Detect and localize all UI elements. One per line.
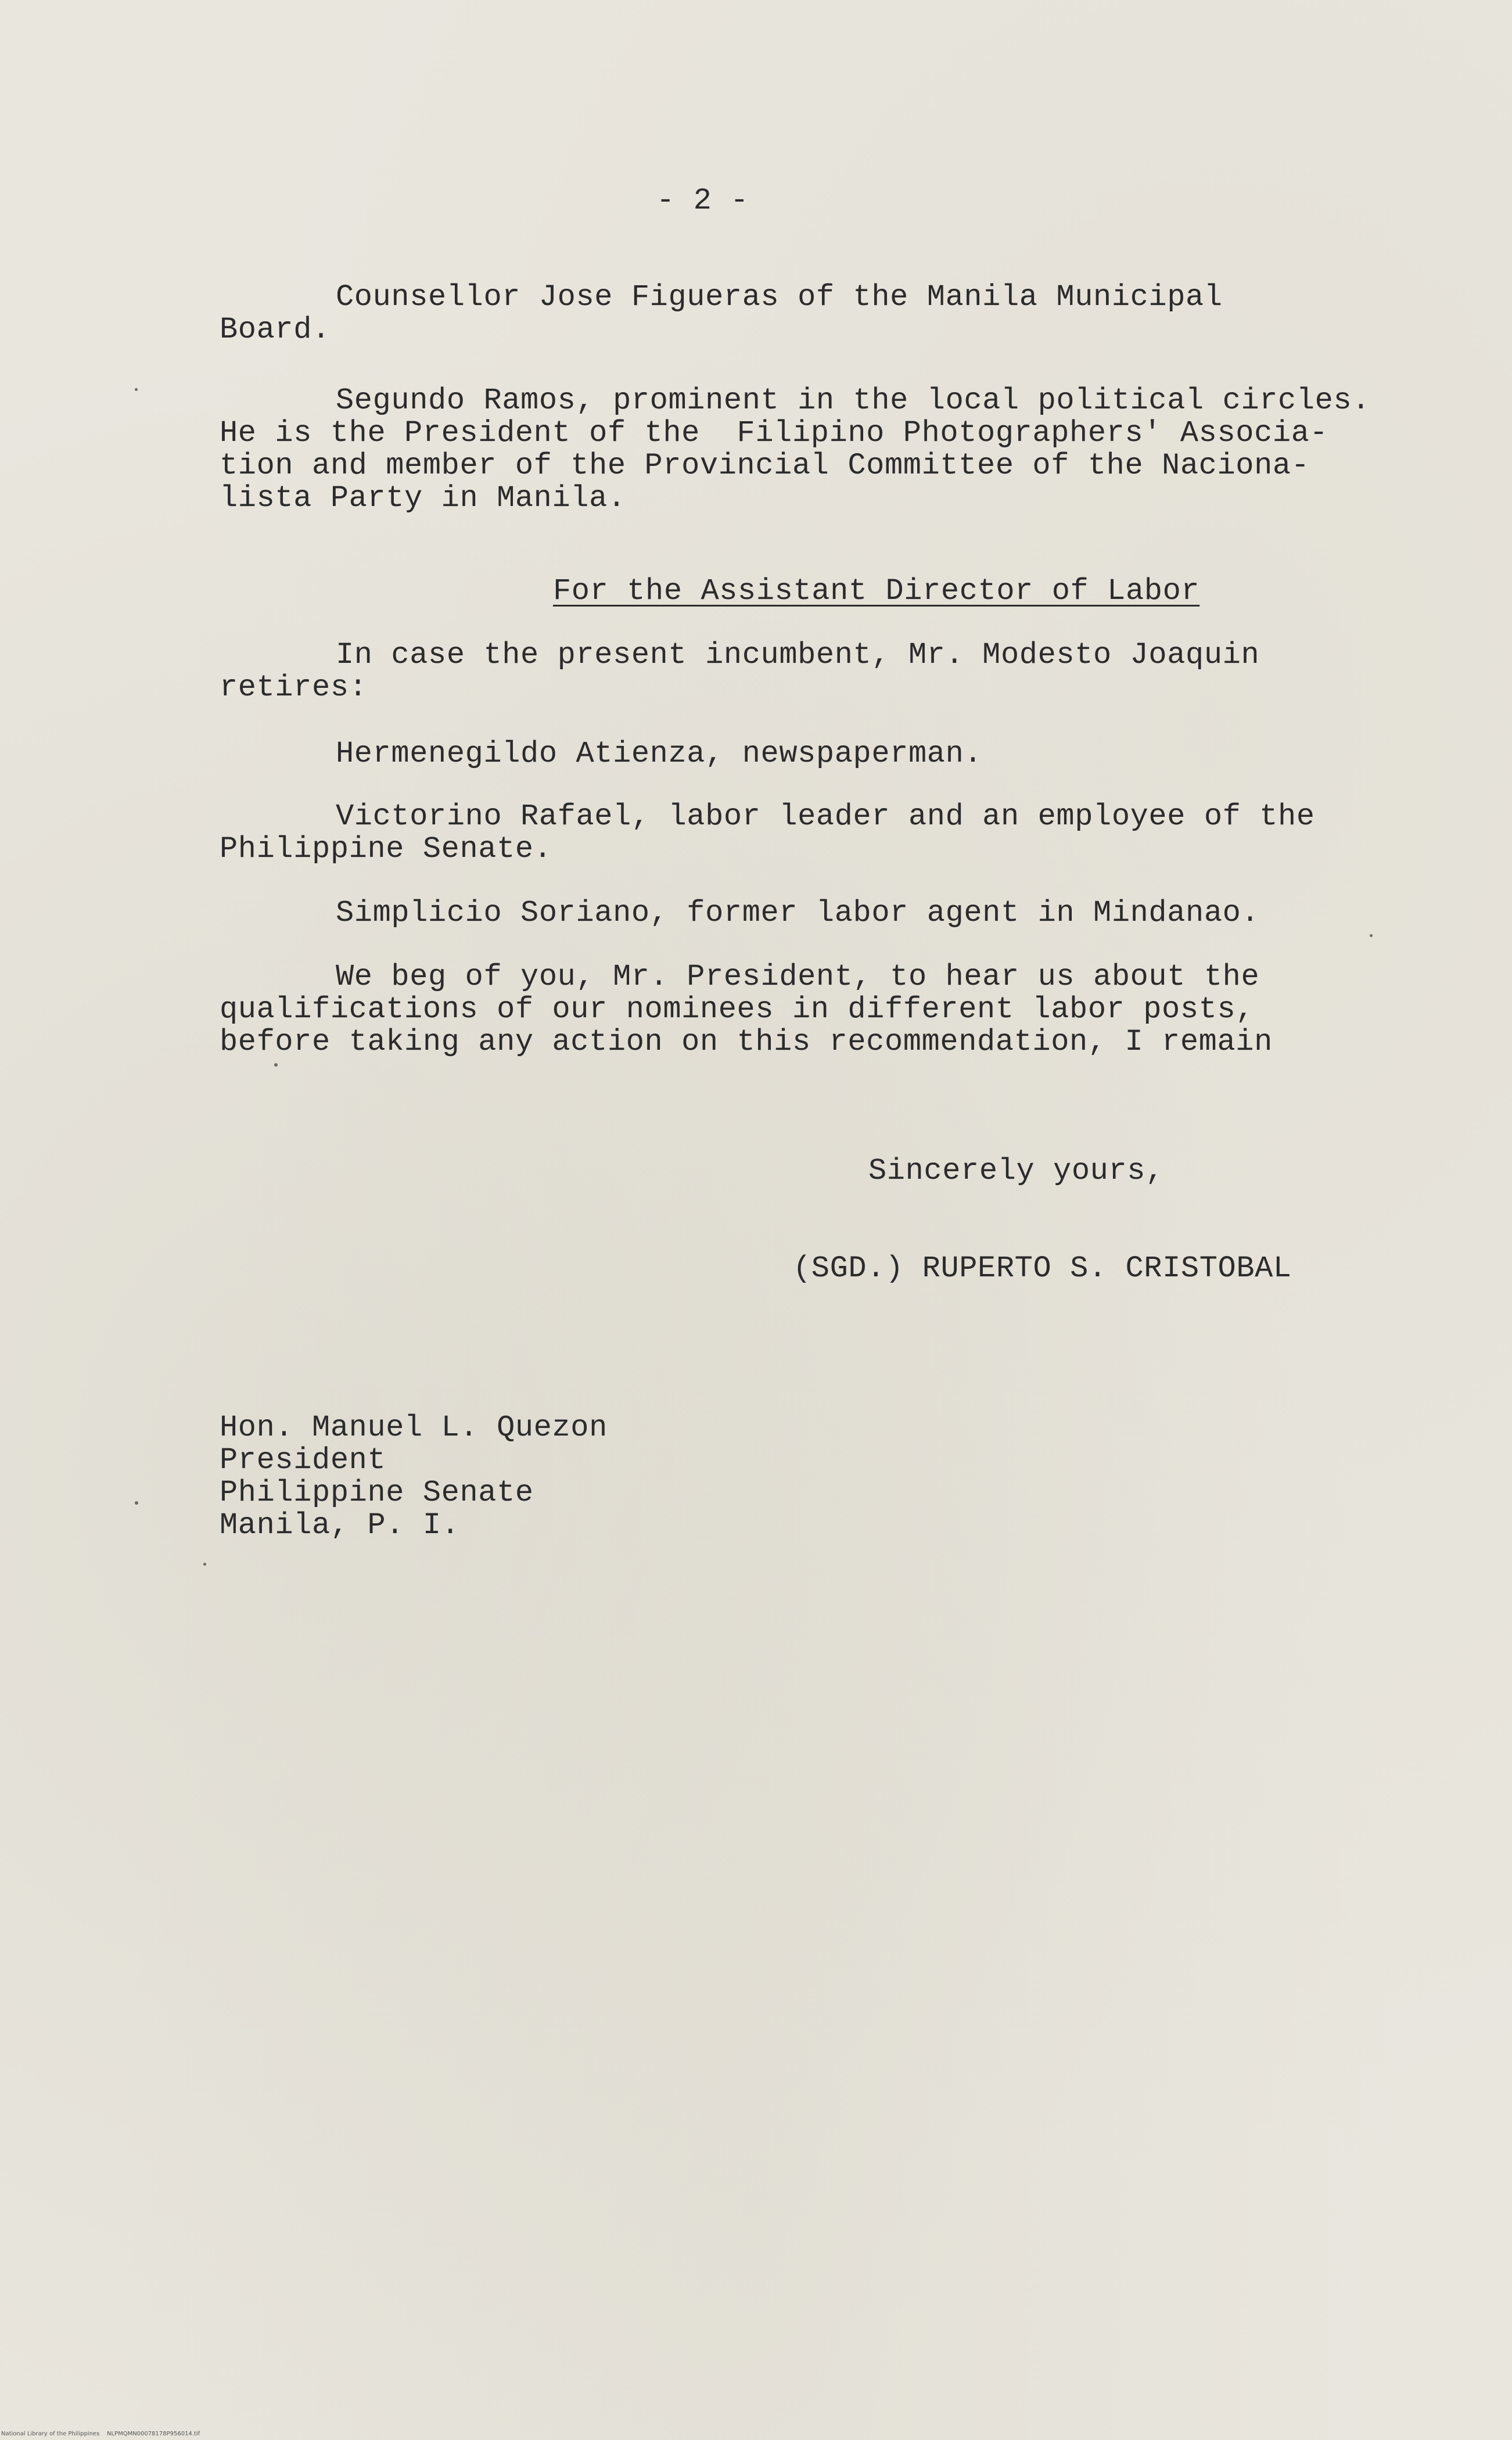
paper-speck <box>1370 934 1373 937</box>
paragraph-ramos-line-1: Segundo Ramos, prominent in the local political circles. <box>336 383 1371 418</box>
paper-speck <box>203 1563 206 1566</box>
nominee-rafael-line-1: Victorino Rafael, labor leader and an employee of the <box>336 799 1315 834</box>
section-heading: For the Assistant Director of Labor <box>553 574 1200 608</box>
signature-line: (SGD.) RUPERTO S. CRISTOBAL <box>793 1251 1292 1286</box>
paragraph-request-line-3: before taking any action on this recommendation, I remain <box>220 1025 1273 1059</box>
addressee-name: Hon. Manuel L. Quezon <box>220 1411 608 1445</box>
archive-footer: National Library of the Philippines NLPMQMN00078178P956014.tif <box>1 2431 200 2437</box>
paragraph-incumbent-line-2: retires: <box>220 670 368 705</box>
paper-speck <box>135 388 138 391</box>
nominee-atienza: Hermenegildo Atienza, newspaperman. <box>336 737 983 771</box>
paragraph-counsellor-line-2: Board. <box>220 313 331 347</box>
paragraph-ramos-line-3: tion and member of the Provincial Committee of the Naciona- <box>220 448 1310 483</box>
addressee-location: Manila, P. I. <box>220 1508 460 1542</box>
paragraph-request-line-2: qualifications of our nominees in different labor posts, <box>220 992 1255 1027</box>
paragraph-incumbent-line-1: In case the present incumbent, Mr. Modesto Joaquin <box>336 638 1260 672</box>
addressee-title: President <box>220 1443 386 1477</box>
closing-salutation: Sincerely yours, <box>868 1154 1164 1188</box>
page-number: - 2 - <box>656 184 749 218</box>
paragraph-counsellor-line-1: Counsellor Jose Figueras of the Manila Municipal <box>336 280 1223 314</box>
paragraph-ramos-line-2: He is the President of the Filipino Photographers' Associa- <box>220 416 1328 450</box>
nominee-soriano: Simplicio Soriano, former labor agent in Mindanao. <box>336 896 1260 930</box>
paper-speck <box>274 1063 278 1067</box>
paper-speck <box>135 1501 138 1505</box>
paragraph-request-line-1: We beg of you, Mr. President, to hear us about the <box>336 960 1260 994</box>
paragraph-ramos-line-4: lista Party in Manila. <box>220 481 626 515</box>
nominee-rafael-line-2: Philippine Senate. <box>220 832 552 866</box>
addressee-office: Philippine Senate <box>220 1476 534 1510</box>
